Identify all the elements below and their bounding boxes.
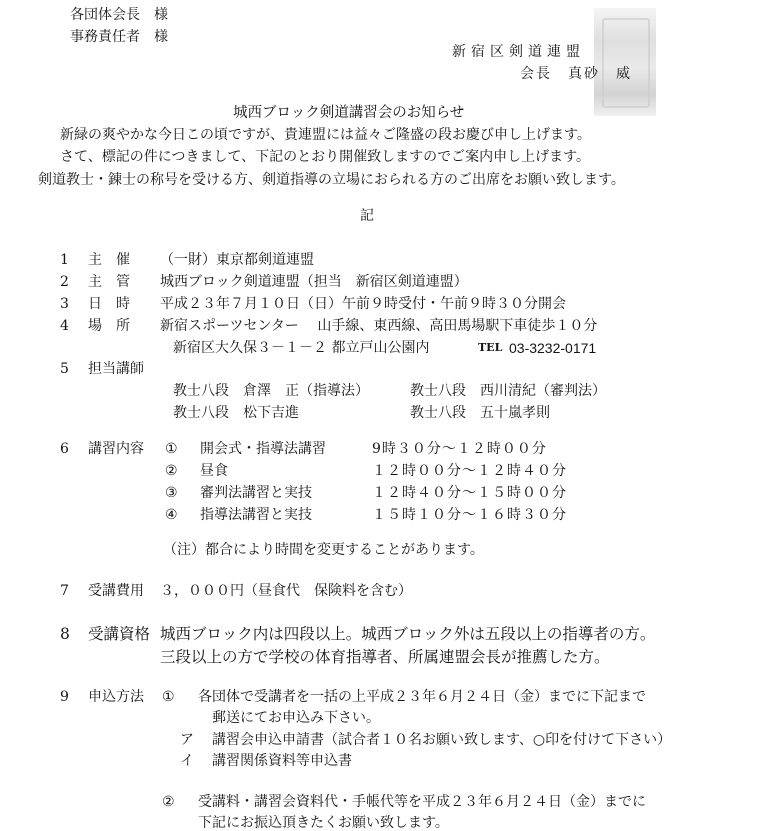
item-8-label: 受講資格 (88, 625, 151, 643)
program-time: 9時３０分～１２時００分 (372, 441, 547, 457)
program-time: １２時００分～１２時４０分 (372, 463, 567, 479)
item-2-label: 主 管 (88, 274, 130, 290)
form-a-mark: ア (180, 732, 194, 748)
intro-line-1: 新緑の爽やかな今日この頃ですが、貴連盟には益々ご隆盛の段お慶び申し上げます。 (60, 127, 591, 143)
item-7-number: 7 (60, 583, 69, 599)
intro-line-2: さて、標記の件につきまして、下記のとおり開催致しますのでご案内申し上げます。 (60, 149, 591, 165)
item-5-number: 5 (60, 361, 69, 377)
item-1-label: 主 催 (88, 252, 130, 268)
program-mark: ② (165, 463, 178, 479)
lecturer-4: 教士八段 五十嵐孝則 (410, 405, 550, 421)
lecturer-3: 教士八段 松下吉進 (173, 405, 299, 421)
form-i-text: 講習関係資料等申込書 (212, 753, 352, 769)
program-mark: ① (165, 441, 178, 457)
item-2-value: 城西ブロック剣道連盟（担当 新宿区剣道連盟） (160, 274, 468, 290)
program-name: 昼食 (200, 463, 228, 479)
tel-number: 03-3232-0171 (509, 340, 597, 356)
method-1-line-1: 各団体で受講者を一括の上平成２３年６月２４日（金）までに下記まで (198, 689, 646, 705)
method-2-line-1: 受講料・講習会資料代・手帳代等を平成２３年６月２４日（金）までに (198, 794, 646, 810)
item-4-value: 新宿スポーツセンター 山手線、東西線、高田馬場駅下車徒歩１０分 (160, 318, 598, 334)
document-title: 城西ブロック剣道講習会のお知らせ (233, 105, 465, 121)
program-name: 指導法講習と実技 (200, 507, 312, 523)
program-time: １５時１０分～１６時３０分 (372, 507, 567, 523)
item-6-label: 講習内容 (88, 441, 144, 457)
program-time: １２時４０分～１５時００分 (372, 485, 567, 501)
item-5-label: 担当講師 (88, 361, 144, 377)
item-1-number: 1 (60, 252, 69, 268)
lecturer-1: 教士八段 倉澤 正（指導法） (173, 383, 369, 399)
item-1-value: （一財）東京都剣道連盟 (160, 252, 314, 268)
item-3-label: 日 時 (88, 296, 130, 312)
ki-heading: 記 (360, 208, 374, 224)
item-4-address: 新宿区大久保３－１－２ 都立戸山公園内 (173, 340, 430, 356)
sender-person: 会長 真砂 威 (520, 66, 632, 82)
item-2-number: 2 (60, 274, 69, 290)
item-8-line-2: 三段以上の方で学校の体育指導者、所属連盟会長が推薦した方。 (160, 648, 610, 666)
lecturer-2: 教士八段 西川清紀（審判法） (410, 383, 606, 399)
addressee-line-1: 各団体会長 様 (70, 7, 168, 23)
method-2-line-2: 下記にお振込頂きたくお願い致します。 (198, 815, 449, 831)
item-3-value: 平成２３年７月１０日（日）午前９時受付・午前９時３０分開会 (160, 296, 566, 312)
seal-stamp (594, 8, 656, 116)
schedule-note: （注）都合により時間を変更することがあります。 (163, 542, 484, 558)
item-8-line-1: 城西ブロック内は四段以上。城西ブロック外は五段以上の指導者の方。 (160, 625, 656, 643)
program-mark: ④ (165, 507, 178, 523)
method-1-mark: ① (162, 689, 175, 705)
item-9-label: 申込方法 (88, 689, 144, 705)
item-6-number: 6 (60, 441, 69, 457)
item-4-number: 4 (60, 318, 69, 334)
item-7-label: 受講費用 (88, 583, 144, 599)
sender-org: 新宿区剣道連盟 (452, 44, 585, 60)
program-mark: ③ (165, 485, 178, 501)
form-i-mark: イ (180, 753, 194, 769)
addressee-line-2: 事務責任者 様 (70, 29, 168, 45)
program-name: 審判法講習と実技 (200, 485, 312, 501)
item-8-number: 8 (60, 625, 70, 643)
item-9-number: 9 (60, 689, 69, 705)
tel-label: TEL (478, 341, 503, 354)
method-2-mark: ② (162, 794, 175, 810)
program-name: 開会式・指導法講習 (200, 441, 326, 457)
item-7-value: ３，０００円（昼食代 保険料を含む） (160, 583, 412, 599)
method-1-line-2: 郵送にてお申込み下さい。 (212, 710, 380, 726)
item-3-number: 3 (60, 296, 69, 312)
item-4-label: 場 所 (88, 318, 130, 334)
intro-line-3: 剣道教士・錬士の称号を受ける方、剣道指導の立場におられる方のご出席をお願い致します。 (38, 172, 625, 188)
form-a-text: 講習会申込申請書（試合者１０名お願い致します、○印を付けて下さい） (212, 732, 672, 748)
